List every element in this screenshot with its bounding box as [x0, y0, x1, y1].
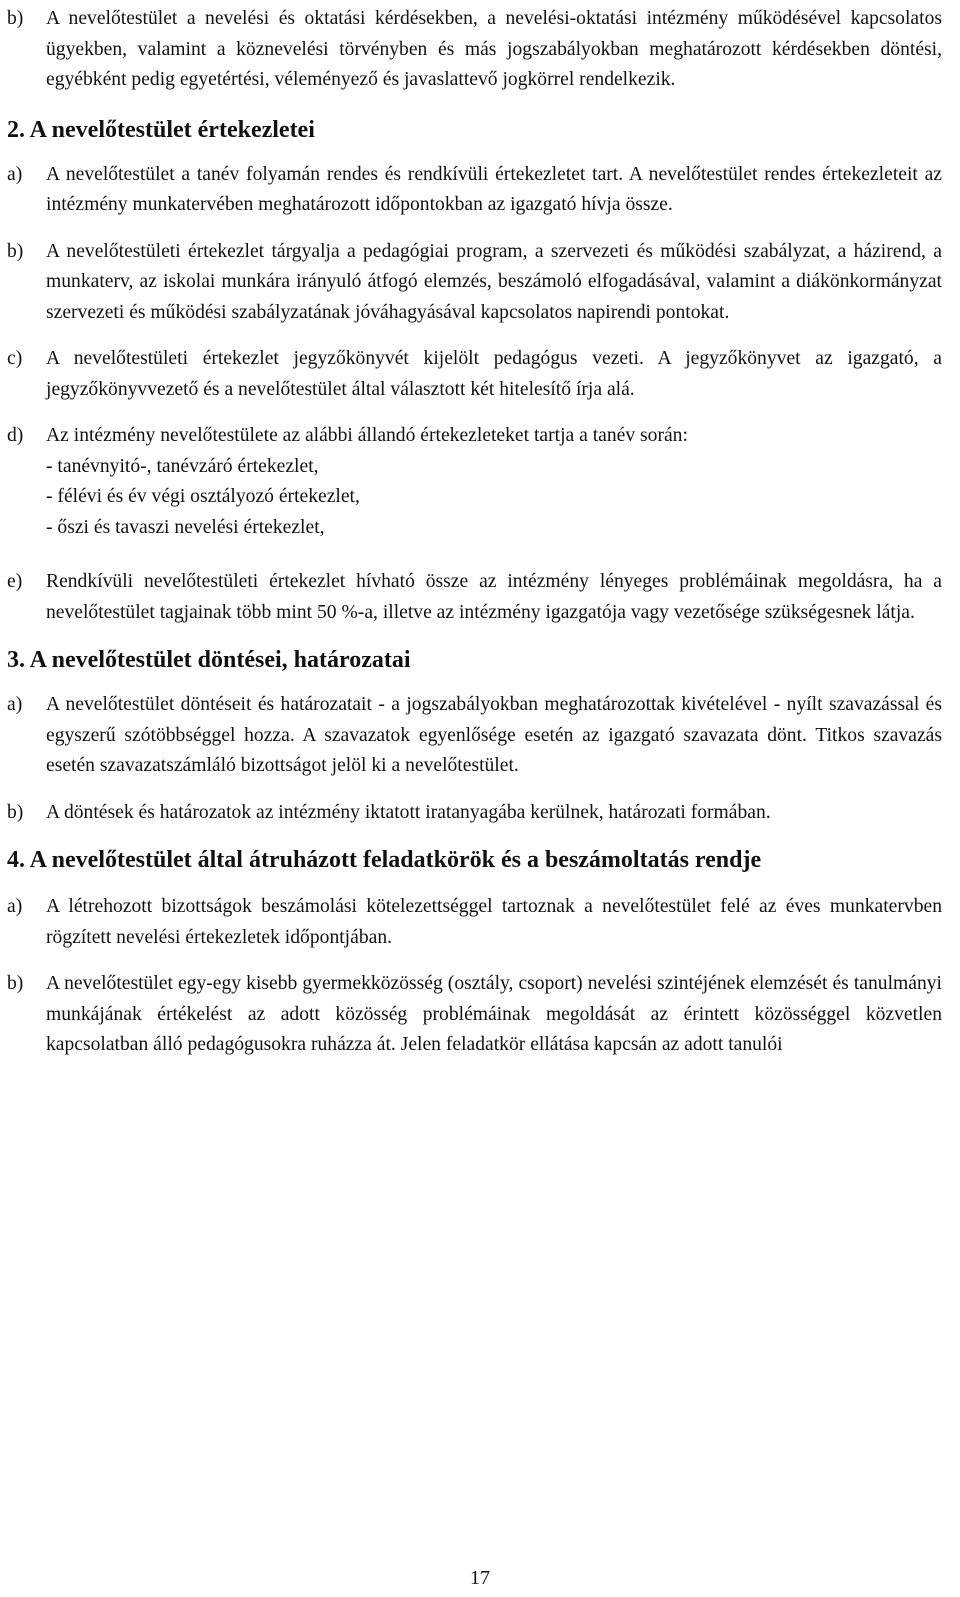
paragraph-1b [7, 4, 942, 96]
paragraph-marker: c) [7, 348, 23, 369]
paragraph-marker: e) [7, 571, 23, 592]
paragraph-text: A nevelőtestületi értekezlet tárgyalja a pedagógiai program, a szervezeti és működési szabályzat, a házirend, a munkaterv, az iskolai munkára irányuló átfogó elemzés, beszámoló elfogadásával, valamint a diákönkormányzat szervezeti és működési szabályzatának jóváhagyásával kapcsolatos napirendi pontokat. [46, 240, 942, 323]
paragraph-text: Rendkívüli nevelőtestületi értekezlet hívható össze az intézmény lényeges problémáinak megoldásra, ha a nevelőtestület tagjainak több mint 50 %-a, illetve az intézmény igazgatója vagy vezetősége szükségesnek látja. [46, 571, 942, 623]
paragraph-marker: b) [7, 973, 24, 994]
paragraph-4a [7, 892, 942, 953]
paragraph-body [46, 421, 942, 543]
list-item: - tanévnyitó-, tanévzáró értekezlet, [46, 455, 319, 477]
paragraph-2d [7, 421, 942, 543]
document-body [7, 4, 942, 1061]
heading-section-4: 4. A nevelőtestület által átruházott feladatkörök és a beszámoltatás rendje [7, 847, 762, 873]
paragraph-text: A nevelőtestületi értekezlet jegyzőkönyvét kijelölt pedagógus vezeti. A jegyzőkönyvet az igazgató, a jegyzőkönyvvezető és a nevelőtestület által választott két hitelesítő írja alá. [46, 348, 942, 400]
paragraph-marker: a) [7, 163, 23, 185]
page-number: 17 [470, 1567, 490, 1589]
paragraph-2e [7, 567, 942, 628]
paragraph-3a [7, 690, 942, 782]
paragraph-2c [7, 344, 942, 405]
paragraph-4b [7, 969, 942, 1061]
paragraph-marker: d) [7, 425, 24, 446]
heading-section-3: 3. A nevelőtestület döntései, határozatai [7, 647, 411, 673]
paragraph-text: A nevelőtestület döntéseit és határozatait - a jogszabályokban meghatározottak kivételével - nyílt szavazással és egyszerű szótöbbséggel hozza. A szavazatok egyenlősége esetén az igazgató szavazata dönt. Titkos szavazás esetén szavazatszámláló bizottságot jelöl ki a nevelőtestület. [46, 694, 942, 776]
paragraph-marker: b) [7, 240, 24, 262]
list-item: - félévi és év végi osztályozó értekezlet, [46, 486, 360, 507]
paragraph-2a [7, 160, 942, 221]
paragraph-text: A döntések és határozatok az intézmény iktatott iratanyagába kerülnek, határozati formában. [46, 801, 771, 823]
paragraph-marker: b) [7, 8, 24, 29]
paragraph-marker: a) [7, 694, 23, 715]
paragraph-text: Az intézmény nevelőtestülete az alábbi állandó értekezleteket tartja a tanév során: [46, 425, 688, 446]
paragraph-text: A létrehozott bizottságok beszámolási kötelezettséggel tartoznak a nevelőtestület felé az éves munkatervben rögzített nevelési értekezletek időpontjában. [46, 896, 942, 948]
paragraph-text: A nevelőtestület egy-egy kisebb gyermekközösség (osztály, csoport) nevelési szintéjének elemzését és tanulmányi munkájának értékelést az adott közösség problémáinak megoldását az érintett közösséggel közvetlen kapcsolatban álló pedagógusokra ruházza át. Jelen feladatkör ellátása kapcsán az adott tanulói [46, 973, 942, 1055]
paragraph-2b [7, 237, 942, 329]
paragraph-3b [7, 798, 942, 829]
list-item: - őszi és tavaszi nevelési értekezlet, [46, 516, 325, 538]
heading-section-2: 2. A nevelőtestület értekezletei [7, 116, 315, 143]
paragraph-text: A nevelőtestület a tanév folyamán rendes és rendkívüli értekezletet tart. A nevelőtestület rendes értekezleteit az intézmény munkatervében meghatározott időpontokban az igazgató hívja össze. [46, 163, 942, 215]
paragraph-marker: b) [7, 801, 24, 823]
paragraph-text: A nevelőtestület a nevelési és oktatási kérdésekben, a nevelési-oktatási intézmény működésével kapcsolatos ügyekben, valamint a köznevelési törvényben és más jogszabályokban meghatározott kérdésekben döntési, egyébként pedig egyetértési, véleményező és javaslattevő jogkörrel rendelkezik. [46, 8, 942, 90]
paragraph-marker: a) [7, 896, 23, 917]
